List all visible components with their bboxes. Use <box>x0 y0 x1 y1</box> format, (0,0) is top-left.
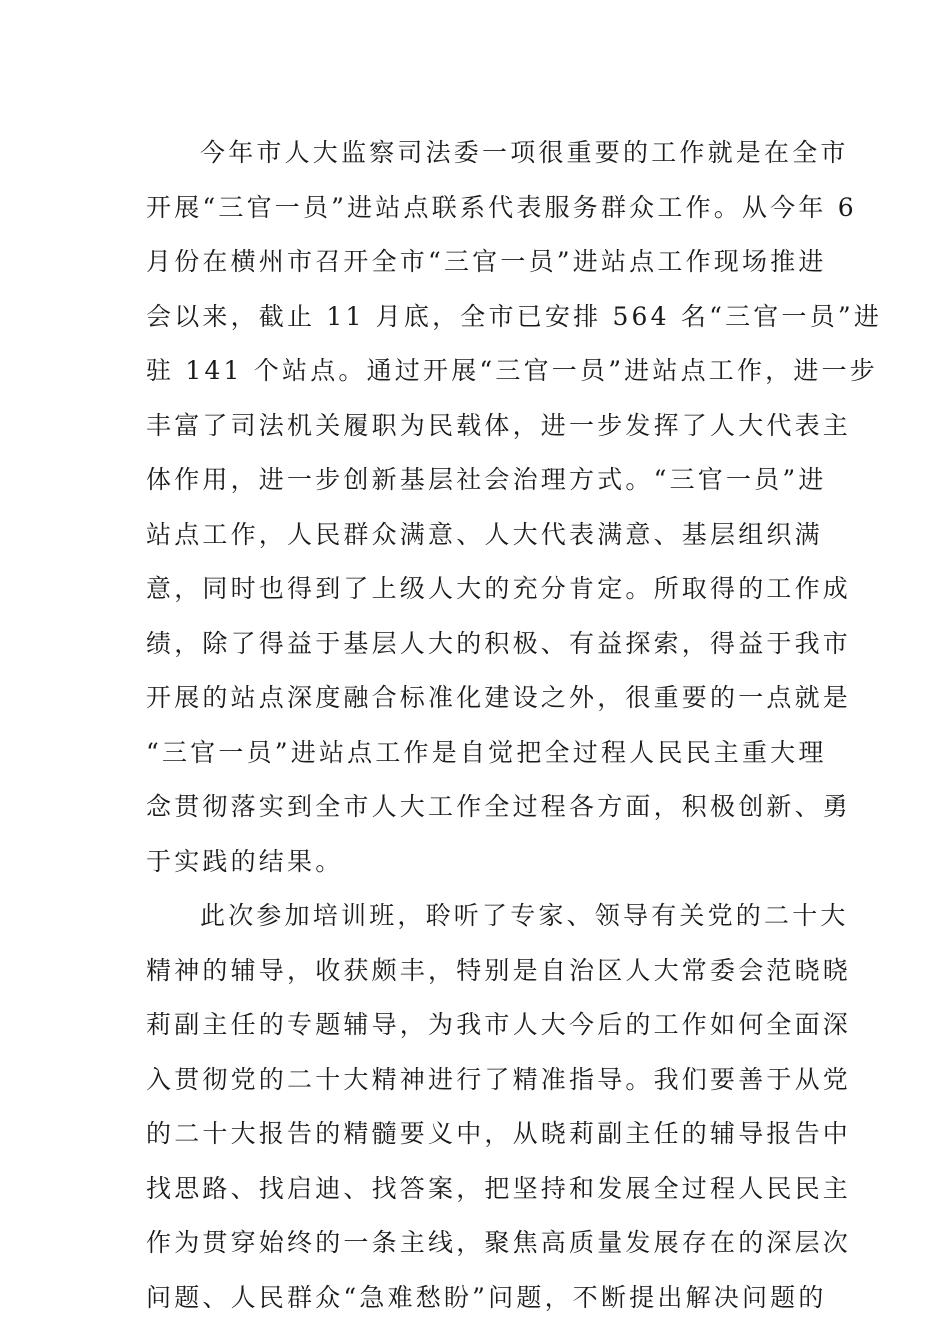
text-line: 丰富了司法机关履职为民载体，进一步发挥了人大代表主 <box>146 410 852 440</box>
text-line: 今年市人大监察司法委一项很重要的工作就是在全市 <box>200 138 849 167</box>
paragraph-1 <box>146 126 883 889</box>
text-line: 问题、人民群众“急难愁盼”问题，不断提出解决问题的 <box>146 1282 827 1312</box>
document-body <box>146 126 883 1325</box>
text-line: 意，同时也得到了上级人大的充分肯定。所取得的工作成 <box>146 574 852 603</box>
text-line: 体作用，进一步创新基层社会治理方式。“三官一员”进 <box>146 465 827 494</box>
text-line: 作为贯穿始终的一条主线，聚焦高质量发展存在的深层次 <box>146 1228 852 1257</box>
text-line: 念贯彻落实到全市人大工作全过程各方面，积极创新、勇 <box>146 792 852 821</box>
text-line: 找思路、找启迪、找答案，把坚持和发展全过程人民民主 <box>146 1173 852 1203</box>
text-line: 月份在横州市召开全市“三官一员”进站点工作现场推进 <box>146 247 827 276</box>
text-line: 于实践的结果。 <box>146 846 344 876</box>
text-line: “三官一员”进站点工作是自觉把全过程人民民主重大理 <box>146 737 827 767</box>
text-line: 精神的辅导，收获颇丰，特别是自治区人大常委会范晓晓 <box>146 955 852 985</box>
text-line: 开展的站点深度融合标准化建设之外，很重要的一点就是 <box>146 683 852 712</box>
text-line: 此次参加培训班，聆听了专家、领导有关党的二十大 <box>200 901 849 930</box>
paragraph-2 <box>146 889 852 1325</box>
text-line: 驻 141 个站点。通过开展“三官一员”进站点工作，进一步 <box>146 356 878 385</box>
text-line: 莉副主任的专题辅导，为我市人大今后的工作如何全面深 <box>146 1010 852 1039</box>
text-line: 的二十大报告的精髓要义中，从晓莉副主任的辅导报告中 <box>146 1119 852 1148</box>
text-line: 站点工作，人民群众满意、人大代表满意、基层组织满 <box>146 519 823 549</box>
text-line: 会以来，截止 11 月底，全市已安排 564 名“三官一员”进 <box>146 301 883 331</box>
text-line: 开展“三官一员”进站点联系代表服务群众工作。从今年 6 <box>146 192 857 222</box>
text-line: 入贯彻党的二十大精神进行了精准指导。我们要善于从党 <box>146 1064 852 1094</box>
text-line: 绩，除了得益于基层人大的积极、有益探索，得益于我市 <box>146 628 852 658</box>
